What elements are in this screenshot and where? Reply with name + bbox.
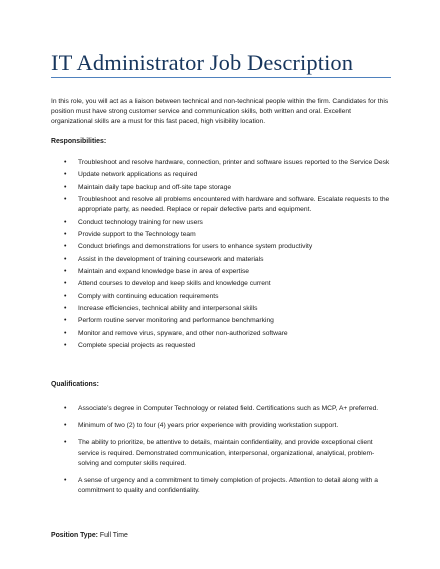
list-item-text: Minimum of two (2) to four (4) years prior experience with providing workstation support. [78,422,339,430]
list-item-text: Complete special projects as requested [78,342,196,350]
list-item-text: Perform routine server monitoring and performance benchmarking [78,317,274,325]
title-divider [51,77,391,78]
bullet-icon: • [64,342,67,350]
bullet-icon: • [64,304,67,312]
list-item [51,476,391,496]
bullet-icon: • [64,267,67,275]
position-type-label: Position Type: [51,532,98,539]
list-item-text: Troubleshoot and resolve hardware, connection, printer and software issues reported to the Service Desk [78,159,390,166]
position-type [51,532,128,539]
list-item-text: Maintain and expand knowledge base in area of expertise [78,267,250,275]
bullet-icon: • [64,183,67,191]
list-item [51,404,391,414]
list-item [51,438,391,469]
list-item-text: Provide support to the Technology team [78,230,196,238]
list-item-text: Comply with continuing education requirements [78,292,219,300]
bullet-icon: • [64,218,67,226]
list-item-text: Conduct technology training for new users [78,218,203,226]
list-item-text: Associate’s degree in Computer Technology or related field. Certifications such as MCP, A+ preferred. [78,405,379,412]
bullet-icon: • [64,196,67,204]
bullet-icon: • [64,292,67,300]
position-type-value: Full Time [99,532,128,539]
bullet-icon: • [64,317,67,325]
page-title: IT Administrator Job Description [51,50,354,75]
qualifications-heading: Qualifications: [51,381,99,388]
list-item [51,329,391,339]
list-item-text: Troubleshoot and resolve all problems encountered with hardware and software. Escalate requests to the appropriate party, as needed. Replace or repair defective parts and equipment. [78,196,390,214]
bullet-icon: • [64,230,67,238]
list-item [51,158,391,168]
list-item [51,255,391,265]
list-item-text: A sense of urgency and a commitment to timely completion of projects. Attention to detail along with a commitment to quality and confidentiality. [78,477,378,495]
qualifications-list [51,404,391,503]
list-item [51,316,391,326]
bullet-icon: • [64,329,67,337]
list-item [51,195,391,215]
list-item-text: Assist in the development of training coursework and materials [78,255,264,263]
list-item [51,421,391,431]
list-item [51,230,391,240]
list-item-text: Monitor and remove virus, spyware, and other non-authorized software [78,329,288,337]
bullet-icon: • [64,255,67,263]
list-item-text: Increase efficiencies, technical ability and interpersonal skills [78,304,258,312]
bullet-icon: • [64,477,67,485]
bullet-icon: • [64,159,67,166]
list-item-text: The ability to prioritize, be attentive to details, maintain confidentiality, and provide exceptional client service is required. Demonstrated communication, interpersonal, organizational, analytical, problem-solving and computer skills required. [78,439,375,467]
list-item [51,267,391,277]
list-item-text: Conduct briefings and demonstrations for users to enhance system productivity [78,243,313,251]
responsibilities-heading: Responsibilities: [51,138,107,145]
bullet-icon: • [64,405,67,412]
list-item [51,170,391,180]
bullet-icon: • [64,439,67,447]
list-item [51,242,391,252]
list-item [51,183,391,193]
bullet-icon: • [64,422,67,430]
list-item [51,279,391,289]
list-item [51,218,391,228]
list-item-text: Update network applications as required [78,171,198,179]
bullet-icon: • [64,280,67,288]
list-item-text: Maintain daily tape backup and off-site tape storage [78,183,232,191]
list-item [51,341,391,351]
bullet-icon: • [64,171,67,179]
bullet-icon: • [64,243,67,251]
responsibilities-list [51,158,391,353]
intro-paragraph: In this role, you will act as a liaison between technical and non-technical people within the firm. Candidates for this position must have strong customer service and communication skills, both written and oral. Excellent organizational skills are a must for this fast paced, high visibility location. [51,98,389,126]
list-item [51,292,391,302]
list-item [51,304,391,314]
list-item-text: Attend courses to develop and keep skills and knowledge current [78,280,271,288]
